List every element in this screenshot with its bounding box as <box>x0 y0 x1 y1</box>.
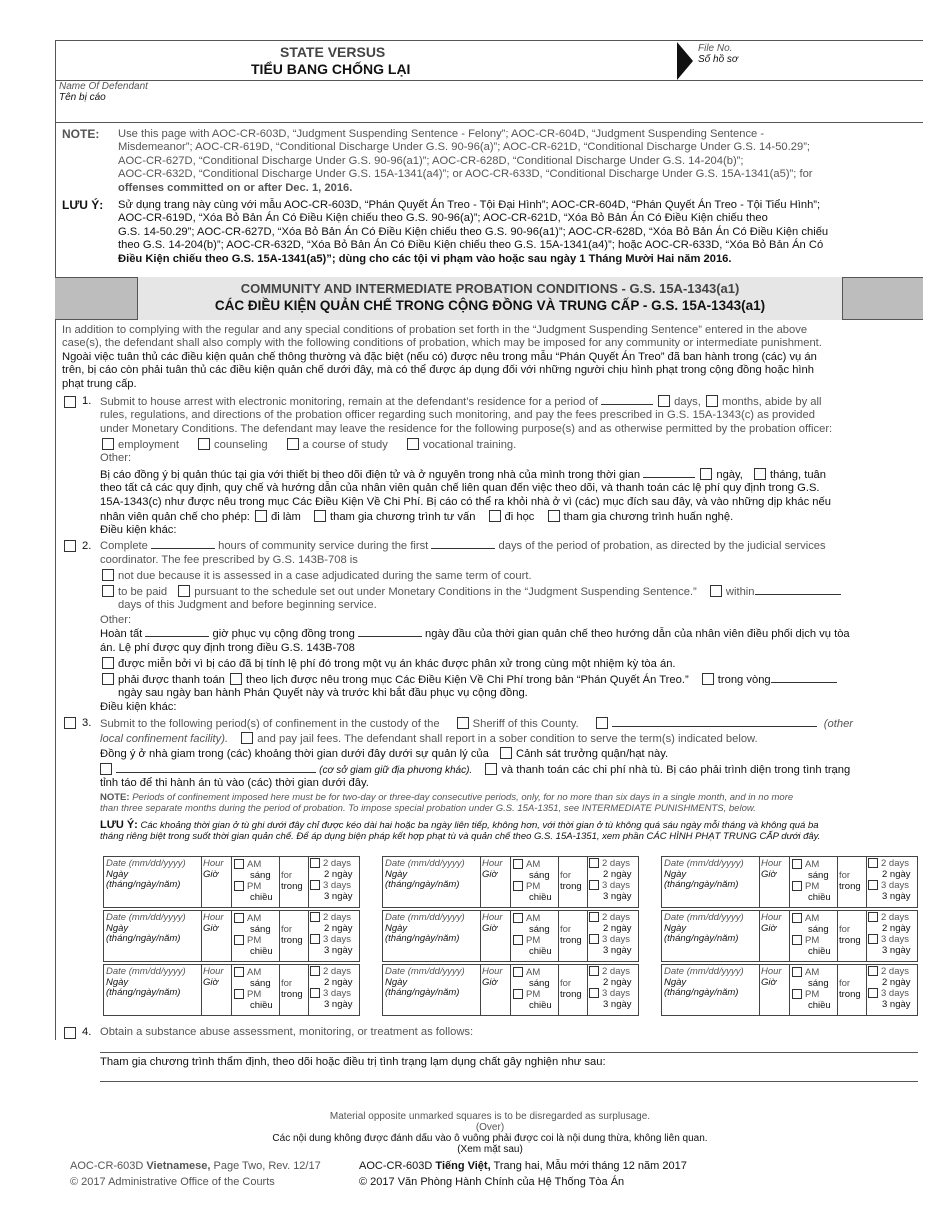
item2-line2: coordinator. The fee prescribed by G.S. 143B-708 is <box>100 554 358 566</box>
item2-vi-opt2: phải được thanh toán theo lịch được nêu trong mục Các Điều Kiện Về Chi Phí trong bản “Phán Quyết Án Treo.” trong vòng <box>100 673 837 687</box>
item2-days-line: days of this Judgment and before beginning service. <box>118 599 377 611</box>
date-field[interactable]: Date (mm/dd/yyyy) Ngày (tháng/ngày/năm) <box>106 966 186 998</box>
item3-vi-other-checkbox[interactable] <box>100 763 112 775</box>
item2-vi-exempt-checkbox[interactable] <box>102 657 114 669</box>
item2-other: Other: <box>100 614 132 626</box>
title-state-versus: STATE VERSUS <box>280 44 386 60</box>
confinement-entry[interactable]: Date (mm/dd/yyyy) Ngày (tháng/ngày/năm) Hour Giờ AM sáng PM chiều for trong 2 days 2 ngày 3 days 3 ngày <box>661 910 918 962</box>
item2-vi-line2: án. Lệ phí được quy định trong điều G.S. 143B-708 <box>100 642 355 654</box>
hour-field[interactable]: Hour Giờ <box>761 912 782 934</box>
item1-vi-line4: nhân viên quản chế cho phép: đi làm tham gia chương trình tư vấn đi học tham gia chương trình huấn nghệ. <box>100 511 734 523</box>
footer-form-id-vi: AOC-CR-603D Tiếng Việt, Trang hai, Mẫu mới tháng 12 năm 2017 <box>359 1160 687 1172</box>
item1-period-field[interactable] <box>601 404 653 405</box>
hour-field[interactable]: Hour Giờ <box>482 858 503 880</box>
date-field[interactable]: Date (mm/dd/yyyy) Ngày (tháng/ngày/năm) <box>664 912 744 944</box>
item4-vi-line[interactable] <box>100 1081 918 1082</box>
item2-vi-opt1: được miễn bởi vì bị cáo đã bị tính lệ phí đó trong một vụ án khác được phân xử trong cùng một nhiệm kỳ tòa án. <box>100 657 676 671</box>
item3-vi-line3: tỉnh táo để thi hành án tù vào (các) thời gian dưới đây. <box>100 777 369 789</box>
footer-copyright: © 2017 Administrative Office of the Courts <box>70 1176 275 1188</box>
pm-checkbox[interactable] <box>792 881 802 891</box>
confinement-entry[interactable]: Date (mm/dd/yyyy) Ngày (tháng/ngày/năm) Hour Giờ AM sáng PM chiều for trong 2 days 2 ngày 3 days 3 ngày <box>661 964 918 1016</box>
item1-vi-line3: 15A-1343(c) như được nêu trong mục Các Điều Kiện Về Chi Phí. Bị cáo có thể ra khỏi nhà ở vì (các) mục đích sau đây, và vào những dịp khác nếu <box>100 496 831 508</box>
item1-days-checkbox[interactable] <box>658 395 670 407</box>
confinement-entry[interactable]: Date (mm/dd/yyyy) Ngày (tháng/ngày/năm) Hour Giờ AM sáng PM chiều for trong 2 days 2 ngày 3 days 3 ngày <box>661 856 918 908</box>
confinement-entry[interactable]: Date (mm/dd/yyyy) Ngày (tháng/ngày/năm) Hour Giờ AM sáng PM chiều for trong 2 days 2 ngày 3 days 3 ngày <box>103 964 360 1016</box>
item3-number: 3. <box>82 717 92 729</box>
two-days-checkbox[interactable] <box>589 912 599 922</box>
confinement-entry[interactable]: Date (mm/dd/yyyy) Ngày (tháng/ngày/năm) Hour Giờ AM sáng PM chiều for trong 2 days 2 ngày 3 days 3 ngày <box>103 856 360 908</box>
three-days-checkbox[interactable] <box>868 934 878 944</box>
item2-line1: Complete hours of community service during the first days of the period of probation, as directed by the judicial services <box>100 540 826 552</box>
three-days-checkbox[interactable] <box>868 988 878 998</box>
confinement-entry[interactable]: Date (mm/dd/yyyy) Ngày (tháng/ngày/năm) Hour Giờ AM sáng PM chiều for trong 2 days 2 ngày 3 days 3 ngày <box>382 910 639 962</box>
item1-line2: rules, regulations, and directions of the probation officer regarding such monitoring, and pay the fees prescribed in G.S. 15A-1343(c) as provided <box>100 409 815 421</box>
footer-form-id: AOC-CR-603D Vietnamese, Page Two, Rev. 12/17 <box>70 1160 321 1172</box>
am-checkbox[interactable] <box>792 859 802 869</box>
item3-jail-fees-checkbox[interactable] <box>241 732 253 744</box>
item3-line1: Submit to the following period(s) of confinement in the custody of the Sheriff of this County. (other <box>100 718 854 730</box>
date-field[interactable]: Date (mm/dd/yyyy) Ngày (tháng/ngày/năm) <box>106 858 186 890</box>
am-checkbox[interactable] <box>234 859 244 869</box>
date-field[interactable]: Date (mm/dd/yyyy) Ngày (tháng/ngày/năm) <box>106 912 186 944</box>
am-checkbox[interactable] <box>792 967 802 977</box>
date-field[interactable]: Date (mm/dd/yyyy) Ngày (tháng/ngày/năm) <box>664 966 744 998</box>
am-checkbox[interactable] <box>792 913 802 923</box>
luu-y-label: LƯU Ý: <box>62 198 104 212</box>
item1-line1: Submit to house arrest with electronic monitoring, remain at the defendant’s residence for a period of days, months, abide by all <box>100 396 822 408</box>
hour-field[interactable]: Hour Giờ <box>761 966 782 988</box>
item3-vi-fees-checkbox[interactable] <box>485 763 497 775</box>
item1-counseling-checkbox[interactable] <box>198 438 210 450</box>
item1-months-checkbox[interactable] <box>706 395 718 407</box>
item1-options: employment counseling a course of study vocational training. <box>100 438 516 452</box>
three-days-checkbox[interactable] <box>589 988 599 998</box>
item1-checkbox[interactable] <box>64 396 76 408</box>
two-days-checkbox[interactable] <box>310 966 320 976</box>
item1-employment-checkbox[interactable] <box>102 438 114 450</box>
intro-text: In addition to complying with the regular and any special conditions of probation set forth in the “Judgment Suspending Sentence” entered in the above case(s), the defendant shall also comply with the following conditions of probation, which may be imposed for any community or intermediate punishment. <box>62 324 822 350</box>
item2-opt2: to be paid pursuant to the schedule set out under Monetary Conditions in the “Judgment Suspending Sentence.” within <box>100 585 841 599</box>
item4-line[interactable] <box>100 1052 918 1053</box>
pm-checkbox[interactable] <box>234 935 244 945</box>
item1-vi-days-checkbox[interactable] <box>700 468 712 480</box>
item1-course-checkbox[interactable] <box>287 438 299 450</box>
date-field[interactable]: Date (mm/dd/yyyy) Ngày (tháng/ngày/năm) <box>385 858 465 890</box>
item1-vi-study-checkbox[interactable] <box>489 510 501 522</box>
pm-checkbox[interactable] <box>513 881 523 891</box>
date-field[interactable]: Date (mm/dd/yyyy) Ngày (tháng/ngày/năm) <box>385 966 465 998</box>
item2-days-field[interactable] <box>431 548 495 549</box>
confinement-entry[interactable]: Date (mm/dd/yyyy) Ngày (tháng/ngày/năm) Hour Giờ AM sáng PM chiều for trong 2 days 2 ngày 3 days 3 ngày <box>382 856 639 908</box>
item2-schedule-checkbox[interactable] <box>178 585 190 597</box>
file-no-label-vi: Số hồ sơ <box>698 54 738 65</box>
two-days-checkbox[interactable] <box>868 966 878 976</box>
item3-luu-y: LƯU Ý: Các khoảng thời gian ở tù ghi dưới đây chỉ được kéo dài hai hoặc ba ngày liên tiếp, không hơn, với thời gian ở tù không quá sáu ngày mỗi tháng và không quá ba tháng riêng biệt trong suốt thời gian quản chế. Để áp dụng biện pháp kết hợp phạt tù và quản chế theo G.S. 15A-1351, xem phần CÁC HÌNH PHẠT TRUNG CẤP dưới đây. <box>100 819 821 842</box>
title-state-versus-vi: TIỂU BANG CHỐNG LẠI <box>251 61 411 77</box>
file-no-arrow <box>677 42 693 80</box>
section-title-vi: CÁC ĐIỀU KIỆN QUẢN CHẾ TRONG CỘNG ĐỒNG VÀ TRUNG CẤP - G.S. 15A-1343(a1) <box>214 298 766 313</box>
item2-vi-within-checkbox[interactable] <box>702 673 714 685</box>
two-days-checkbox[interactable] <box>310 858 320 868</box>
date-field[interactable]: Date (mm/dd/yyyy) Ngày (tháng/ngày/năm) <box>385 912 465 944</box>
two-days-checkbox[interactable] <box>868 912 878 922</box>
item2-vi-days: ngày sau ngày ban hành Phán Quyết này và trước khi bắt đầu phục vụ cộng đồng. <box>118 687 528 699</box>
hour-field[interactable]: Hour Giờ <box>203 858 224 880</box>
pm-checkbox[interactable] <box>792 935 802 945</box>
three-days-checkbox[interactable] <box>310 988 320 998</box>
item4-checkbox[interactable] <box>64 1027 76 1039</box>
item1-number: 1. <box>82 395 92 407</box>
pm-checkbox[interactable] <box>513 935 523 945</box>
footer-copyright-vi: © 2017 Văn Phòng Hành Chính của Hệ Thống Tòa Án <box>359 1176 625 1188</box>
item3-sheriff-checkbox[interactable] <box>457 717 469 729</box>
note-label: NOTE: <box>62 127 100 141</box>
luu-y-text: Sử dụng trang này cùng với mẫu AOC-CR-603D, “Phán Quyết Án Treo - Tội Đại Hình”; AOC-CR-604D, “Phán Quyết Án Treo - Tội Tiểu Hình”; AOC-CR-619D, “Xóa Bỏ Bản Án Có Điều Kiện chiếu theo G.S. 90-96(a)”; AOC-CR-621D, “Xóa Bỏ Bản Án Có Điều Kiện chiếu theo G.S. 14-50.29”; AOC-CR-627D, “Xóa Bỏ Bản Án Có Điều Kiện chiếu theo G.S. 90-96(a1)”; AOC-CR-628D, “Xóa Bỏ Bản Án Có Điều Kiện chiếu theo G.S. 14-204(b)”; AOC-CR-632D, “Xóa Bỏ Bản Án Có Điều Kiện chiếu theo G.S. 15A-1341(a4)”; hoặc AOC-CR-633D, “Xóa Bỏ Bản Án Có Điều Kiện chiếu theo G.S. 15A-1341(a5)”; dùng cho các tội vi phạm vào hoặc sau ngày 1 Tháng Mười Hai năm 2016. <box>118 199 829 265</box>
item2-opt1: not due because it is assessed in a case adjudicated during the same term of court. <box>100 569 532 583</box>
file-no-label: File No. <box>698 43 733 54</box>
hour-field[interactable]: Hour Giờ <box>482 912 503 934</box>
hour-field[interactable]: Hour Giờ <box>482 966 503 988</box>
three-days-checkbox[interactable] <box>589 880 599 890</box>
item3-vi-line1: Đồng ý ở nhà giam trong (các) khoảng thời gian dưới đây dưới sự quản lý của Cảnh sát trưởng quận/hạt này. <box>100 748 669 760</box>
date-field[interactable]: Date (mm/dd/yyyy) Ngày (tháng/ngày/năm) <box>664 858 744 890</box>
confinement-entry[interactable]: Date (mm/dd/yyyy) Ngày (tháng/ngày/năm) Hour Giờ AM sáng PM chiều for trong 2 days 2 ngày 3 days 3 ngày <box>103 910 360 962</box>
two-days-checkbox[interactable] <box>310 912 320 922</box>
item2-vi-schedule-checkbox[interactable] <box>230 673 242 685</box>
item4-text-vi: Tham gia chương trình thẩm định, theo dõi hoặc điều trị tình trạng lạm dụng chất gây nghiện như sau: <box>100 1056 606 1068</box>
item3-vi-sheriff-checkbox[interactable] <box>500 747 512 759</box>
item2-checkbox[interactable] <box>64 540 76 552</box>
hour-field[interactable]: Hour Giờ <box>761 858 782 880</box>
two-days-checkbox[interactable] <box>589 858 599 868</box>
item2-not-due-checkbox[interactable] <box>102 569 114 581</box>
item3-vi-line2: (cơ sở giam giữ địa phương khác). và thanh toán các chi phí nhà tù. Bị cáo phải trình diện trong tình trạng <box>100 763 850 777</box>
item1-vi-line1: Bị cáo đồng ý bị quản thúc tại gia với thiết bị theo dõi điện tử và ở nguyên trong nhà của mình trong thời gian ngày, tháng, tuân <box>100 469 826 481</box>
intro-text-vi: Ngoài việc tuân thủ các điều kiện quản chế thông thường và đặc biệt (nếu có) được nêu trong mẫu “Phán Quyết Án Treo” đã ban hành trong (các) vụ án trên, bị cáo còn phải tuân thủ các điều kiện quản chế dưới đây, mà có thể được áp dụng đối với những người chịu hình phạt trong cộng đồng hoặc hình phạt trung cấp. <box>62 351 817 390</box>
item3-other-facility-checkbox[interactable] <box>596 717 608 729</box>
item1-vi-work-checkbox[interactable] <box>255 510 267 522</box>
item3-line2: local confinement facility). and pay jail fees. The defendant shall report in a sober condition to serve the term(s) indicated below. <box>100 733 758 745</box>
item2-number: 2. <box>82 540 92 552</box>
two-days-checkbox[interactable] <box>868 858 878 868</box>
three-days-checkbox[interactable] <box>868 880 878 890</box>
three-days-checkbox[interactable] <box>589 934 599 944</box>
am-checkbox[interactable] <box>513 913 523 923</box>
three-days-checkbox[interactable] <box>310 934 320 944</box>
item2-within-checkbox[interactable] <box>710 585 722 597</box>
pm-checkbox[interactable] <box>234 989 244 999</box>
am-checkbox[interactable] <box>234 913 244 923</box>
item2-vi-other: Điều kiện khác: <box>100 701 177 713</box>
footer-over-vi: (Xem mặt sau) <box>457 1144 523 1155</box>
defendant-label-vi: Tên bị cáo <box>59 92 106 103</box>
confinement-entry[interactable]: Date (mm/dd/yyyy) Ngày (tháng/ngày/năm) Hour Giờ AM sáng PM chiều for trong 2 days 2 ngày 3 days 3 ngày <box>382 964 639 1016</box>
three-days-checkbox[interactable] <box>310 880 320 890</box>
pm-checkbox[interactable] <box>513 989 523 999</box>
item1-vi-other: Điều kiện khác: <box>100 524 177 536</box>
hour-field[interactable]: Hour Giờ <box>203 912 224 934</box>
item3-note: NOTE: Periods of confinement imposed here must be for two-day or three-day consecutive periods, only, for no more than six days in a single month, and in no more than three separate months during the period of probation. To impose special probation under G.S. 15A-1351, see INTERMEDIATE PUNISHMENTS, below. <box>100 792 794 814</box>
item2-vi-paid-checkbox[interactable] <box>102 673 114 685</box>
item2-paid-checkbox[interactable] <box>102 585 114 597</box>
pm-checkbox[interactable] <box>234 881 244 891</box>
item1-vi-line2: theo tất cả các quy định, quy chế và hướng dẫn của nhân viên quản chế liên quan đến việc theo dõi, và thanh toán các lệ phí quy định trong G.S. <box>100 482 820 494</box>
am-checkbox[interactable] <box>234 967 244 977</box>
item2-vi-line1: Hoàn tất giờ phục vụ cộng đồng trong ngày đầu của thời gian quản chế theo hướng dẫn của nhân viên điều phối dịch vụ tòa <box>100 628 850 640</box>
item1-vocational-checkbox[interactable] <box>407 438 419 450</box>
hour-field[interactable]: Hour Giờ <box>203 966 224 988</box>
item1-other: Other: <box>100 452 132 464</box>
item1-line3: under Monetary Conditions. The defendant may leave the residence for the following purpose(s) and as otherwise permitted by the probation officer: <box>100 423 833 435</box>
item2-hours-field[interactable] <box>151 548 215 549</box>
defendant-label: Name Of Defendant <box>59 81 148 92</box>
note-text: Use this page with AOC-CR-603D, “Judgment Suspending Sentence - Felony”; AOC-CR-604D, “Judgment Suspending Sentence - Misdemeanor”; AOC-CR-619D, “Conditional Discharge Under G.S. 90-96(a)”; AOC-CR-621D, “Conditional Discharge Under G.S. 14-50.29”; AOC-CR-627D, “Conditional Discharge Under G.S. 90-96(a1)”; AOC-CR-628D, “Conditional Discharge Under G.S. 14-204(b)”; AOC-CR-632D, “Conditional Discharge Under G.S. 15A-1341(a4)”; or AOC-CR-633D, “Conditional Discharge Under G.S. 15A-1341(a5)”; for offenses committed on or after Dec. 1, 2016. <box>118 128 813 194</box>
section-title: COMMUNITY AND INTERMEDIATE PROBATION CONDITIONS - G.S. 15A-1343(a1) <box>240 281 740 296</box>
footer-over: (Over) <box>475 1122 505 1133</box>
am-checkbox[interactable] <box>513 859 523 869</box>
item3-checkbox[interactable] <box>64 717 76 729</box>
item1-vi-vocational-checkbox[interactable] <box>548 510 560 522</box>
item4-text: Obtain a substance abuse assessment, monitoring, or treatment as follows: <box>100 1026 474 1038</box>
item1-vi-months-checkbox[interactable] <box>754 468 766 480</box>
footer-surplus-vi: Các nội dung không được đánh dấu vào ô vuông phải được coi là nội dung thừa, không liên quan. <box>272 1133 708 1144</box>
item4-number: 4. <box>82 1026 92 1038</box>
pm-checkbox[interactable] <box>792 989 802 999</box>
two-days-checkbox[interactable] <box>589 966 599 976</box>
footer-surplus: Material opposite unmarked squares is to be disregarded as surplusage. <box>329 1111 651 1122</box>
am-checkbox[interactable] <box>513 967 523 977</box>
item1-vi-counsel-checkbox[interactable] <box>314 510 326 522</box>
